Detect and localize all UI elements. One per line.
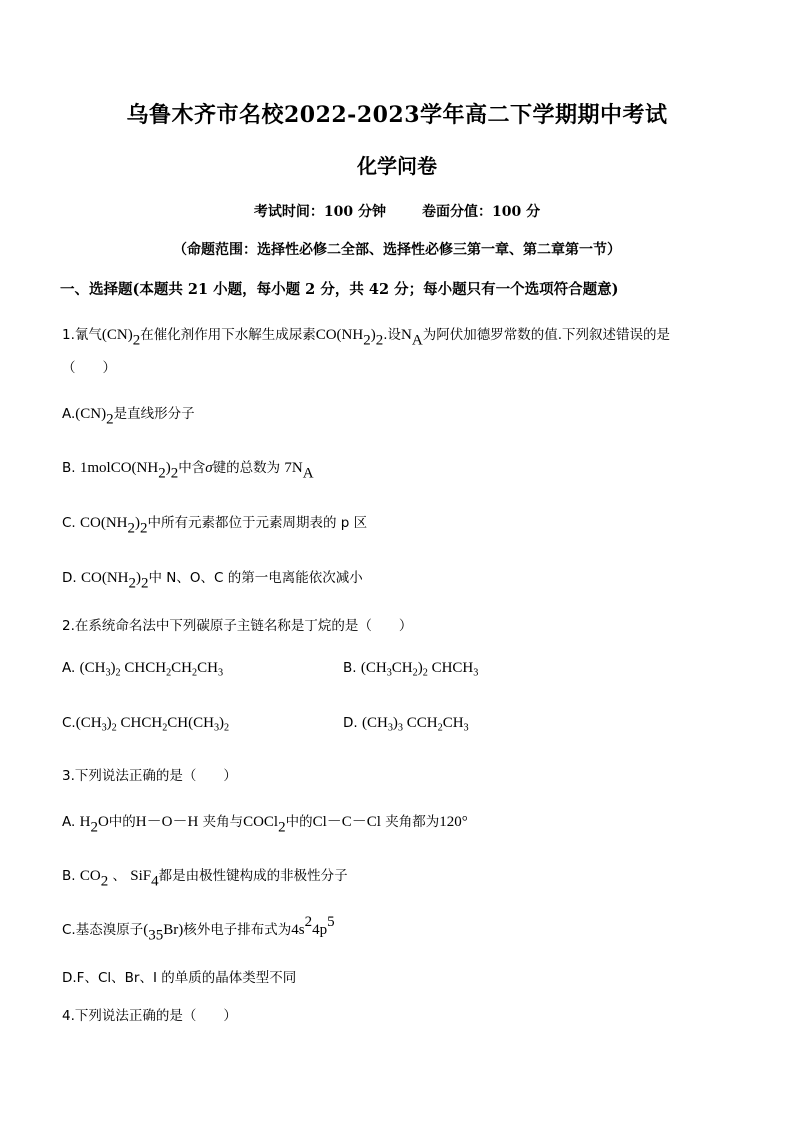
question-1-stem: 1.氰气$(CN)_2$在催化剂作用下水解生成尿素$CO(NH_2)_2$.设$N_A$为阿伏加德罗常数的值.下列叙述错误的是 (62, 327, 670, 349)
exam-subtitle: 化学问卷 (357, 154, 437, 178)
question-3-option-b: B. $CO_2$ 、 SiF$_4$都是由极性键构成的非极性分子 (62, 868, 348, 890)
question-3-option-c: C.基态溴原子$(_{35}Br)$核外电子排布式为$4s^24p^5$ (62, 913, 335, 944)
exam-time: 考试时间：100 分钟 (253, 204, 386, 220)
exam-scope: （命题范围：选择性必修二全部、选择性必修三第一章、第二章第一节） (173, 242, 621, 258)
exam-score: 卷面分值：100 分 (422, 204, 541, 220)
question-2-option-c: $C.(CH_3)_2$ $CHCH_2CH(CH_3)_2$ (62, 715, 230, 734)
exam-info (0, 201, 794, 221)
question-3-option-a: A. $H_2O$中的H－O－H 夹角与COCl$_2$中的Cl－C－Cl 夹角都为120° (62, 814, 468, 836)
question-1-option-c: C. $CO(NH_2)_2$中所有元素都位于元素周期表的 p 区 (62, 515, 368, 537)
question-4-stem: 4.下列说法正确的是（ ） (62, 1008, 237, 1024)
section-heading: 一、选择题(本题共 21 小题，每小题 2 分，共 42 分；每小题只有一个选项符合题意) (60, 281, 619, 298)
question-2-option-b: B. $(CH_3CH_2)_2$ $CHCH_3$ (343, 660, 479, 679)
question-1-blank: （ ） (62, 360, 116, 376)
question-3-option-d: D.F、Cl、Br、I 的单质的晶体类型不同 (62, 970, 297, 986)
exam-title: 乌鲁木齐市名校2022-2023学年高二下学期期中考试 (126, 102, 668, 128)
question-2-stem: 2.在系统命名法中下列碳原子主链名称是丁烷的是（ ） (62, 618, 413, 634)
question-1-option-d: D. $CO(NH_2)_2$中 N、O、C 的第一电离能依次减小 (62, 570, 363, 592)
question-2-option-d: D. $(CH_3)_3$ $CCH_2CH_3$ (343, 715, 469, 734)
question-1-option-a: $A.(CN)_2$是直线形分子 (62, 406, 195, 428)
question-2-option-a: A. $(CH_3)_2$ $CHCH_2CH_2CH_3$ (62, 660, 224, 679)
question-3-stem: 3.下列说法正确的是（ ） (62, 768, 237, 784)
question-1-option-b: B. $1molCO(NH_2)_2$中含σ键的总数为 $7N_A$ (62, 460, 314, 482)
